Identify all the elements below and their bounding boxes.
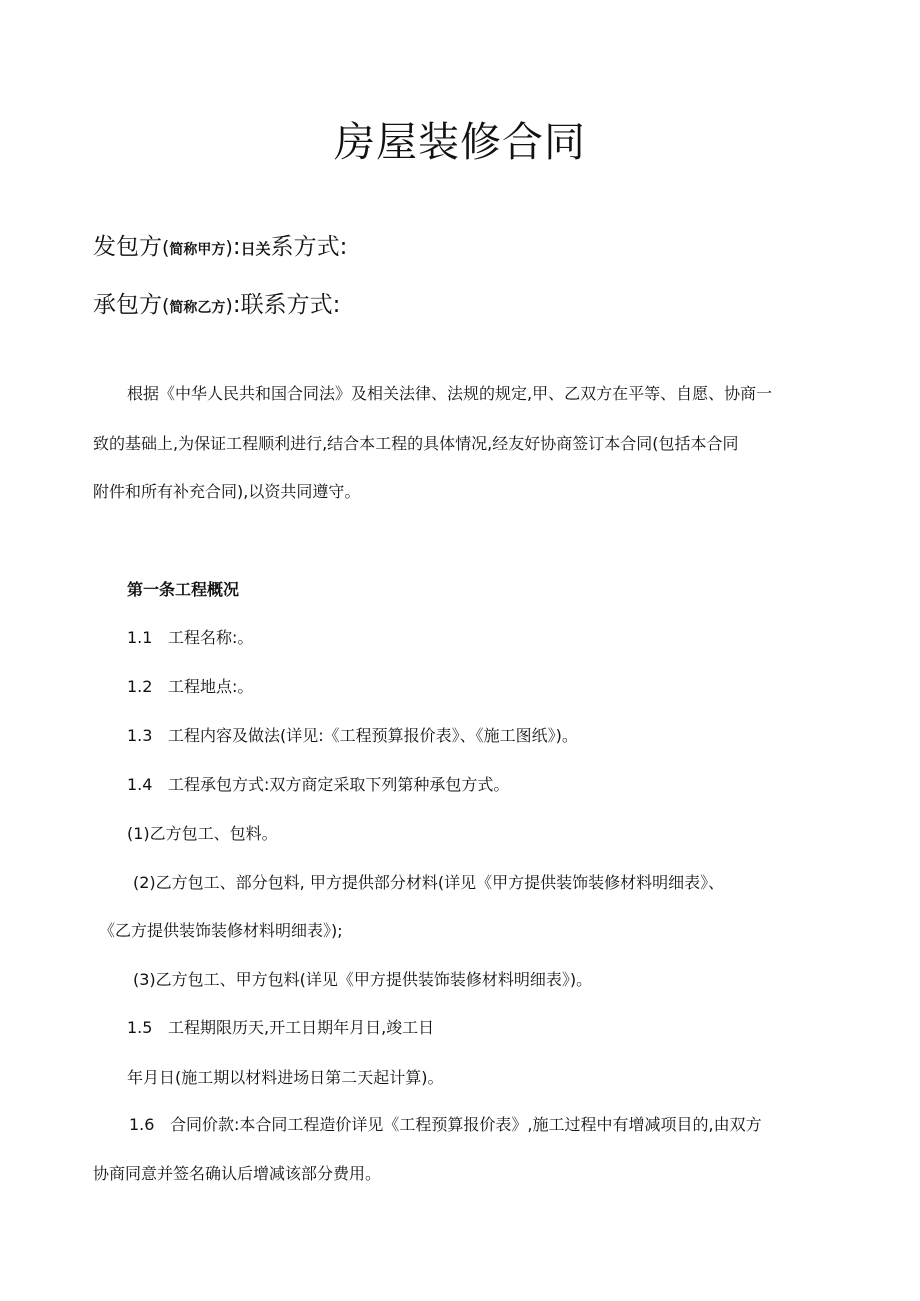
party-b-line — [93, 288, 340, 325]
item-1-1-number: 1.1 — [127, 628, 153, 647]
party-b-note: 简称乙方 — [169, 300, 226, 316]
item-1-4-text: 工程承包方式:双方商定采取下列第种承包方式。 — [168, 775, 510, 794]
item-1-5 — [127, 1016, 434, 1040]
item-1-6-number: 1.6 — [129, 1115, 155, 1134]
party-a-note: 简称甲方 — [169, 242, 226, 258]
item-1-1-text: 工程名称:。 — [168, 628, 254, 647]
item-1-2 — [127, 675, 253, 699]
item-1-1 — [127, 626, 253, 650]
item-1-5-continuation: 年月日(施工期以材料进场日第二天起计算)。 — [127, 1068, 444, 1087]
document-title: 房屋装修合同 — [334, 118, 586, 166]
party-a-contact-prefix: 日关 — [240, 240, 271, 258]
item-1-6-continuation: 协商同意并签名确认后增减该部分费用。 — [93, 1164, 382, 1183]
preamble-line-3: 附件和所有补充合同),以资共同遵守。 — [93, 482, 361, 501]
option-2-line-1: (2)乙方包工、部分包料, 甲方提供部分材料(详见《甲方提供装饰装修材料明细表》、 — [133, 873, 725, 892]
item-1-2-number: 1.2 — [127, 677, 153, 696]
party-a-paren-open: ( — [162, 237, 170, 259]
option-1: (1)乙方包工、包料。 — [127, 824, 278, 843]
option-2-line-2: 《乙方提供装饰装修材料明细表》); — [99, 921, 343, 940]
party-b-paren-close: ) — [225, 295, 233, 317]
item-1-5-text: 工程期限历天,开工日期年月日,竣工日 — [168, 1018, 435, 1037]
item-1-4 — [127, 773, 509, 797]
party-b-contact: :联系方式: — [232, 292, 341, 318]
party-b-paren-open: ( — [162, 295, 170, 317]
party-a-line — [93, 230, 347, 267]
party-a-contact-suffix: 系方式: — [270, 234, 348, 260]
item-1-3-text: 工程内容及做法(详见:《工程预算报价表》、《施工图纸》)。 — [168, 726, 578, 745]
party-a-colon: : — [232, 234, 241, 260]
preamble-line-1: 根据《中华人民共和国合同法》及相关法律、法规的规定,甲、乙双方在平等、自愿、协商一 — [127, 384, 773, 403]
item-1-2-text: 工程地点:。 — [168, 677, 254, 696]
party-a-label: 发包方 — [93, 234, 162, 260]
party-a-paren-close: ) — [225, 237, 233, 259]
item-1-6 — [129, 1113, 762, 1137]
item-1-3-number: 1.3 — [127, 726, 153, 745]
preamble-line-2: 致的基础上,为保证工程顺利进行,结合本工程的具体情况,经友好协商签订本合同(包括本合同 — [93, 434, 739, 453]
item-1-5-number: 1.5 — [127, 1018, 153, 1037]
item-1-3 — [127, 724, 578, 748]
article-1-heading: 第一条工程概况 — [127, 580, 240, 599]
option-3: (3)乙方包工、甲方包料(详见《甲方提供装饰装修材料明细表》)。 — [133, 970, 593, 989]
party-b-label: 承包方 — [93, 292, 162, 318]
item-1-4-number: 1.4 — [127, 775, 153, 794]
item-1-6-text: 合同价款:本合同工程造价详见《工程预算报价表》,施工过程中有增减项目的,由双方 — [170, 1115, 762, 1134]
